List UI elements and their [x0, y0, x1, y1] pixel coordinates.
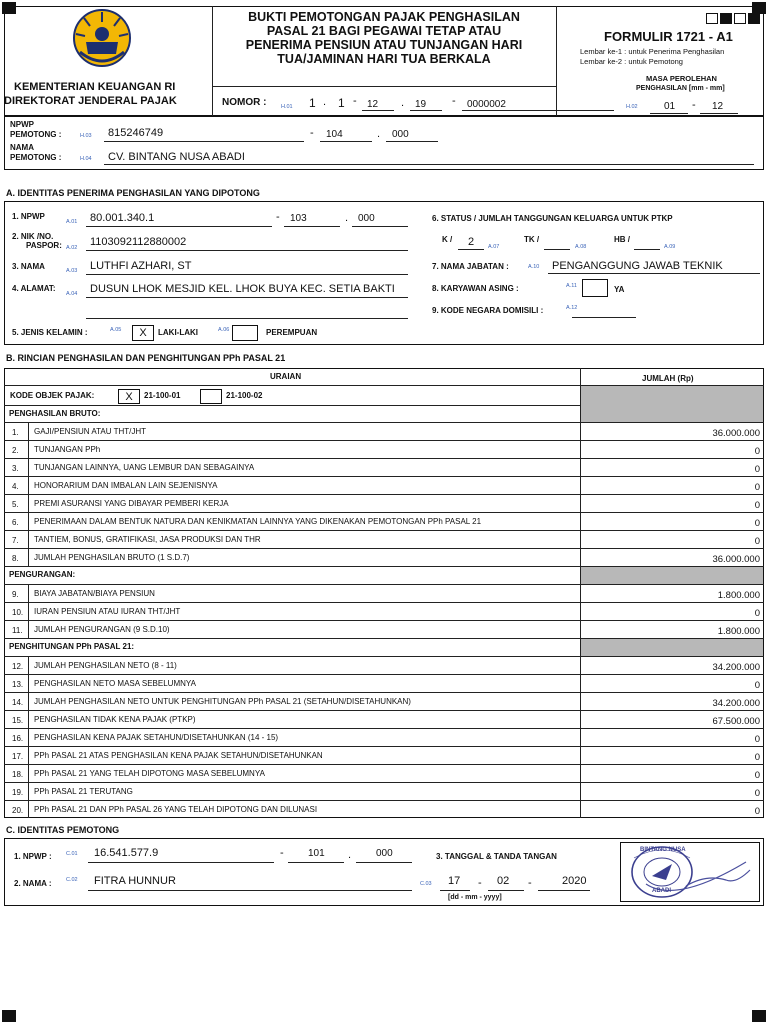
- a-npwp-mid: 103: [290, 213, 307, 224]
- row-description: PPh PASAL 21 YANG TELAH DIPOTONG MASA SEBELUMNYA: [34, 769, 265, 778]
- row-description: JUMLAH PENGURANGAN (9 S.D.10): [34, 625, 170, 634]
- lembar-2: Lembar ke-2 : untuk Pemotong: [580, 57, 683, 66]
- nama-pemotong-label-2: PEMOTONG :: [10, 153, 62, 162]
- masa-to: 12: [712, 101, 724, 112]
- a-nik-label: 2. NIK /NO.: [12, 232, 54, 241]
- table-row: [4, 692, 764, 710]
- a-asing-ya: YA: [614, 285, 625, 294]
- checkbox-21-100-02[interactable]: [200, 389, 222, 404]
- a-jk-code-2: A.06: [218, 327, 230, 333]
- directorate-name: DIREKTORAT JENDERAL PAJAK: [4, 95, 177, 107]
- row-description: BIAYA JABATAN/BIAYA PENSIUN: [34, 589, 155, 598]
- a-jabatan-value: PENGANGGUNG JAWAB TEKNIK: [552, 260, 723, 272]
- nomor-sep: .: [323, 96, 327, 108]
- c-npwp-sep: .: [348, 849, 352, 861]
- a-tk-code: A.08: [575, 244, 587, 250]
- c-npwp-sep: -: [280, 847, 284, 859]
- table-row: [4, 458, 764, 476]
- a-npwp-code: A.01: [66, 219, 78, 225]
- row-number: 20.: [12, 806, 24, 815]
- shaded-cell: [581, 386, 763, 422]
- row-amount: 67.500.000: [712, 716, 760, 727]
- row-amount: 0: [754, 500, 760, 511]
- table-row: [4, 512, 764, 530]
- ministry-logo: [72, 8, 132, 70]
- row-number: 11.: [12, 626, 23, 635]
- row-amount: 0: [754, 770, 760, 781]
- row-description: PENGHASILAN KENA PAJAK SETAHUN/DISETAHUNKAN (14 - 15): [34, 733, 279, 742]
- row-number: 14.: [12, 698, 24, 707]
- table-row: [4, 584, 764, 602]
- row-description: TUNJANGAN LAINNYA, UANG LEMBUR DAN SEBAGAINYA: [34, 463, 255, 472]
- a-alamat-code: A.04: [66, 291, 78, 297]
- row-description: JUMLAH PENGHASILAN NETO UNTUK PENGHITUNGAN PPh PASAL 21 (SETAHUN/DISETAHUNKAN): [34, 697, 411, 706]
- c-npwp-label: 1. NPWP :: [14, 852, 52, 861]
- npwp-pemotong-label-2: PEMOTONG :: [10, 130, 62, 139]
- table-row: [4, 764, 764, 782]
- a-jk-code-1: A.05: [110, 327, 122, 333]
- a-tk-label: TK /: [524, 235, 540, 244]
- row-amount: 0: [754, 608, 760, 619]
- row-number: 19.: [12, 788, 24, 797]
- c-nama-code: C.02: [66, 877, 78, 883]
- c-nama-label: 2. NAMA :: [14, 879, 52, 888]
- a-npwp-sep: -: [276, 211, 280, 223]
- corner-mark: [2, 1010, 16, 1022]
- section-c-title: C. IDENTITAS PEMOTONG: [6, 825, 120, 835]
- lembar-1: Lembar ke-1 : untuk Penerima Penghasilan: [580, 47, 725, 56]
- row-amount: 34.200.000: [712, 698, 760, 709]
- kode-1: 21-100-01: [144, 391, 181, 400]
- heading-line: PASAL 21 BAGI PEGAWAI TETAP ATAU: [266, 24, 502, 38]
- table-row: [4, 548, 764, 566]
- stamp-text-top: BINTANG NUSA: [640, 847, 686, 853]
- a-k-label: K /: [442, 235, 453, 244]
- penghitungan-header: PENGHITUNGAN PPh PASAL 21:: [9, 642, 135, 651]
- nomor-part-3: 12: [367, 99, 379, 110]
- row-amount: 36.000.000: [712, 554, 760, 565]
- kode-2: 21-100-02: [226, 391, 263, 400]
- nomor-sep: -: [353, 95, 357, 107]
- shaded-cell: [581, 638, 763, 656]
- a-jk-laki: LAKI-LAKI: [158, 328, 198, 337]
- checkbox-karyawan-asing[interactable]: [582, 279, 608, 297]
- c-date-code: C.03: [420, 881, 432, 887]
- row-number: 16.: [12, 734, 24, 743]
- row-number: 3.: [12, 464, 19, 473]
- masa-label: MASA PEROLEHAN: [646, 74, 717, 83]
- nomor-part-5: 0000002: [467, 99, 506, 110]
- a-npwp-main: 80.001.340.1: [90, 212, 155, 224]
- corner-mark: [752, 1010, 766, 1022]
- row-description: PPh PASAL 21 TERUTANG: [34, 787, 133, 796]
- section-a-title: A. IDENTITAS PENERIMA PENGHASILAN YANG DIPOTONG: [6, 188, 260, 198]
- npwp-pemotong-code: H.03: [80, 133, 92, 139]
- c-date-format: [dd - mm - yyyy]: [448, 894, 502, 901]
- checkbox-21-100-01[interactable]: X: [118, 389, 140, 404]
- nama-pemotong-value: CV. BINTANG NUSA ABADI: [108, 151, 245, 163]
- table-row: [4, 620, 764, 638]
- bruto-header: PENGHASILAN BRUTO:: [9, 409, 101, 418]
- a-negara-label: 9. KODE NEGARA DOMISILI :: [432, 306, 544, 315]
- row-description: TANTIEM, BONUS, GRATIFIKASI, JASA PRODUKSI DAN THR: [34, 535, 261, 544]
- npwp-pemotong-label: NPWP: [10, 120, 34, 129]
- checkbox-perempuan[interactable]: [232, 325, 258, 341]
- row-amount: 0: [754, 680, 760, 691]
- row-description: PPh PASAL 21 DAN PPh PASAL 26 YANG TELAH DIPOTONG DAN DILUNASI: [34, 805, 318, 814]
- npwp-pemotong-end: 000: [392, 129, 409, 140]
- npwp-pemotong-main: 815246749: [108, 127, 164, 139]
- table-row: [4, 656, 764, 674]
- a-nik-value: 1103092112880002: [90, 236, 187, 248]
- a-npwp-end: 000: [358, 213, 375, 224]
- a-alamat-value: DUSUN LHOK MESJID KEL. LHOK BUYA KEC. SETIA BAKTI: [90, 284, 395, 295]
- table-row: [4, 494, 764, 512]
- page-indicator: [734, 13, 746, 24]
- row-number: 15.: [12, 716, 24, 725]
- row-amount: 34.200.000: [712, 662, 760, 673]
- row-number: 7.: [12, 536, 19, 545]
- table-row: [4, 710, 764, 728]
- row-amount: 1.800.000: [717, 626, 760, 637]
- col-jumlah: JUMLAH (Rp): [642, 374, 694, 383]
- row-description: PPh PASAL 21 ATAS PENGHASILAN KENA PAJAK SETAHUN/DISETAHUNKAN: [34, 751, 323, 760]
- pengurangan-header: PENGURANGAN:: [9, 570, 76, 579]
- row-description: GAJI/PENSIUN ATAU THT/JHT: [34, 427, 147, 436]
- c-date-sep: -: [528, 877, 532, 889]
- row-number: 10.: [12, 608, 24, 617]
- a-jk-perempuan: PEREMPUAN: [266, 328, 318, 337]
- c-date-yyyy: 2020: [562, 875, 587, 887]
- form-number: FORMULIR 1721 - A1: [604, 29, 733, 44]
- kode-objek-label: KODE OBJEK PAJAK:: [10, 391, 95, 400]
- row-amount: 0: [754, 536, 760, 547]
- nomor-sep: -: [452, 95, 456, 107]
- masa-code: H.02: [626, 104, 638, 110]
- npwp-sep: -: [310, 127, 314, 139]
- row-number: 13.: [12, 680, 24, 689]
- heading-line: PENERIMA PENSIUN ATAU TUNJANGAN HARI: [245, 38, 523, 52]
- c-ttd-label: 3. TANGGAL & TANDA TANGAN: [436, 852, 557, 861]
- row-number: 9.: [12, 590, 19, 599]
- stamp-text-bottom: ABADI: [652, 888, 671, 894]
- row-description: JUMLAH PENGHASILAN BRUTO (1 S.D.7): [34, 553, 190, 562]
- a-nik-label-2: PASPOR:: [26, 241, 62, 250]
- a-alamat-label: 4. ALAMAT:: [12, 284, 56, 293]
- page-indicator: [706, 13, 718, 24]
- c-npwp-end: 000: [376, 848, 393, 859]
- page-indicator: [748, 13, 760, 24]
- nomor-part-2: 1: [338, 96, 345, 110]
- npwp-sep: .: [377, 128, 381, 140]
- a-negara-code: A.12: [566, 305, 578, 311]
- row-number: 12.: [12, 662, 24, 671]
- table-row: [4, 440, 764, 458]
- row-amount: 0: [754, 464, 760, 475]
- c-npwp-main: 16.541.577.9: [94, 847, 159, 859]
- a-nama-label: 3. NAMA: [12, 262, 45, 271]
- nama-pemotong-label: NAMA: [10, 143, 34, 152]
- a-npwp-label: 1. NPWP: [12, 212, 45, 221]
- heading-line: BUKTI PEMOTONGAN PAJAK PENGHASILAN: [248, 10, 520, 24]
- a-nama-code: A.03: [66, 268, 78, 274]
- row-description: PENGHASILAN TIDAK KENA PAJAK (PTKP): [34, 715, 196, 724]
- c-date-dd: 17: [448, 875, 461, 887]
- c-nama-value: FITRA HUNNUR: [94, 875, 176, 887]
- row-amount: 0: [754, 788, 760, 799]
- a-k-code: A.07: [488, 244, 500, 250]
- row-amount: 0: [754, 482, 760, 493]
- row-description: PENERIMAAN DALAM BENTUK NATURA DAN KENIKMATAN LAINNYA YANG DIKENAKAN PEMOTONGAN PPh PASAL 21: [34, 517, 482, 526]
- row-number: 6.: [12, 518, 19, 527]
- table-row: [4, 530, 764, 548]
- row-description: PREMI ASURANSI YANG DIBAYAR PEMBERI KERJA: [34, 499, 229, 508]
- c-npwp-code: C.01: [66, 851, 78, 857]
- a-status-label: 6. STATUS / JUMLAH TANGGUNGAN KELUARGA UNTUK PTKP: [432, 214, 673, 223]
- nomor-sep: .: [401, 97, 405, 109]
- page-indicator: [720, 13, 732, 24]
- a-npwp-sep: .: [345, 212, 349, 224]
- row-number: 1.: [12, 428, 19, 437]
- a-asing-label: 8. KARYAWAN ASING :: [432, 284, 519, 293]
- table-row: [4, 728, 764, 746]
- a-nama-value: LUTHFI AZHARI, ST: [90, 260, 192, 272]
- a-jabatan-code: A.10: [528, 264, 540, 270]
- nomor-label: NOMOR :: [222, 97, 267, 108]
- nomor-part-4: 19: [415, 99, 427, 110]
- ministry-name: KEMENTERIAN KEUANGAN RI: [14, 81, 176, 93]
- row-amount: 0: [754, 752, 760, 763]
- a-k-value: 2: [468, 236, 475, 248]
- row-description: TUNJANGAN PPh: [34, 445, 101, 454]
- shaded-cell: [581, 566, 763, 584]
- row-description: IURAN PENSIUN ATAU IURAN THT/JHT: [34, 607, 181, 616]
- table-row: [4, 746, 764, 764]
- a-asing-code: A.11: [566, 283, 577, 289]
- a-jk-label: 5. JENIS KELAMIN :: [12, 328, 88, 337]
- a-nik-code: A.02: [66, 245, 78, 251]
- a-hb-code: A.09: [664, 244, 676, 250]
- row-description: PENGHASILAN NETO MASA SEBELUMNYA: [34, 679, 196, 688]
- masa-sep: -: [692, 99, 696, 111]
- table-row: [4, 476, 764, 494]
- row-number: 8.: [12, 554, 19, 563]
- row-number: 2.: [12, 446, 19, 455]
- masa-label-2: PENGHASILAN [mm - mm]: [636, 85, 725, 92]
- row-amount: 0: [754, 734, 760, 745]
- row-amount: 0: [754, 446, 760, 457]
- npwp-pemotong-mid: 104: [326, 129, 343, 140]
- table-row: [4, 602, 764, 620]
- form-heading: [214, 10, 554, 66]
- col-uraian: URAIAN: [270, 372, 302, 381]
- section-b-title: B. RINCIAN PENGHASILAN DAN PENGHITUNGAN PPh PASAL 21: [6, 353, 286, 363]
- row-number: 5.: [12, 500, 19, 509]
- c-npwp-mid: 101: [308, 848, 325, 859]
- table-row: [4, 800, 764, 818]
- table-row: [4, 782, 764, 800]
- masa-from: 01: [664, 101, 676, 112]
- row-number: 17.: [12, 752, 24, 761]
- row-number: 4.: [12, 482, 19, 491]
- row-amount: 0: [754, 806, 760, 817]
- checkbox-laki-laki[interactable]: X: [132, 325, 154, 341]
- row-amount: 1.800.000: [717, 590, 760, 601]
- row-description: HONORARIUM DAN IMBALAN LAIN SEJENISNYA: [34, 481, 218, 490]
- row-description: JUMLAH PENGHASILAN NETO (8 - 11): [34, 661, 177, 670]
- row-amount: 0: [754, 518, 760, 529]
- nomor-part-1: 1: [309, 96, 316, 110]
- table-row: [4, 422, 764, 440]
- a-hb-label: HB /: [614, 235, 630, 244]
- row-amount: 36.000.000: [712, 428, 760, 439]
- heading-line: TUA/JAMINAN HARI TUA BERKALA: [277, 52, 491, 66]
- nomor-code: H.01: [281, 104, 293, 110]
- row-number: 18.: [12, 770, 24, 779]
- c-date-sep: -: [478, 877, 482, 889]
- a-jabatan-label: 7. NAMA JABATAN :: [432, 262, 509, 271]
- table-row: [4, 674, 764, 692]
- nama-pemotong-code: H.04: [80, 156, 92, 162]
- c-date-mm: 02: [497, 875, 510, 887]
